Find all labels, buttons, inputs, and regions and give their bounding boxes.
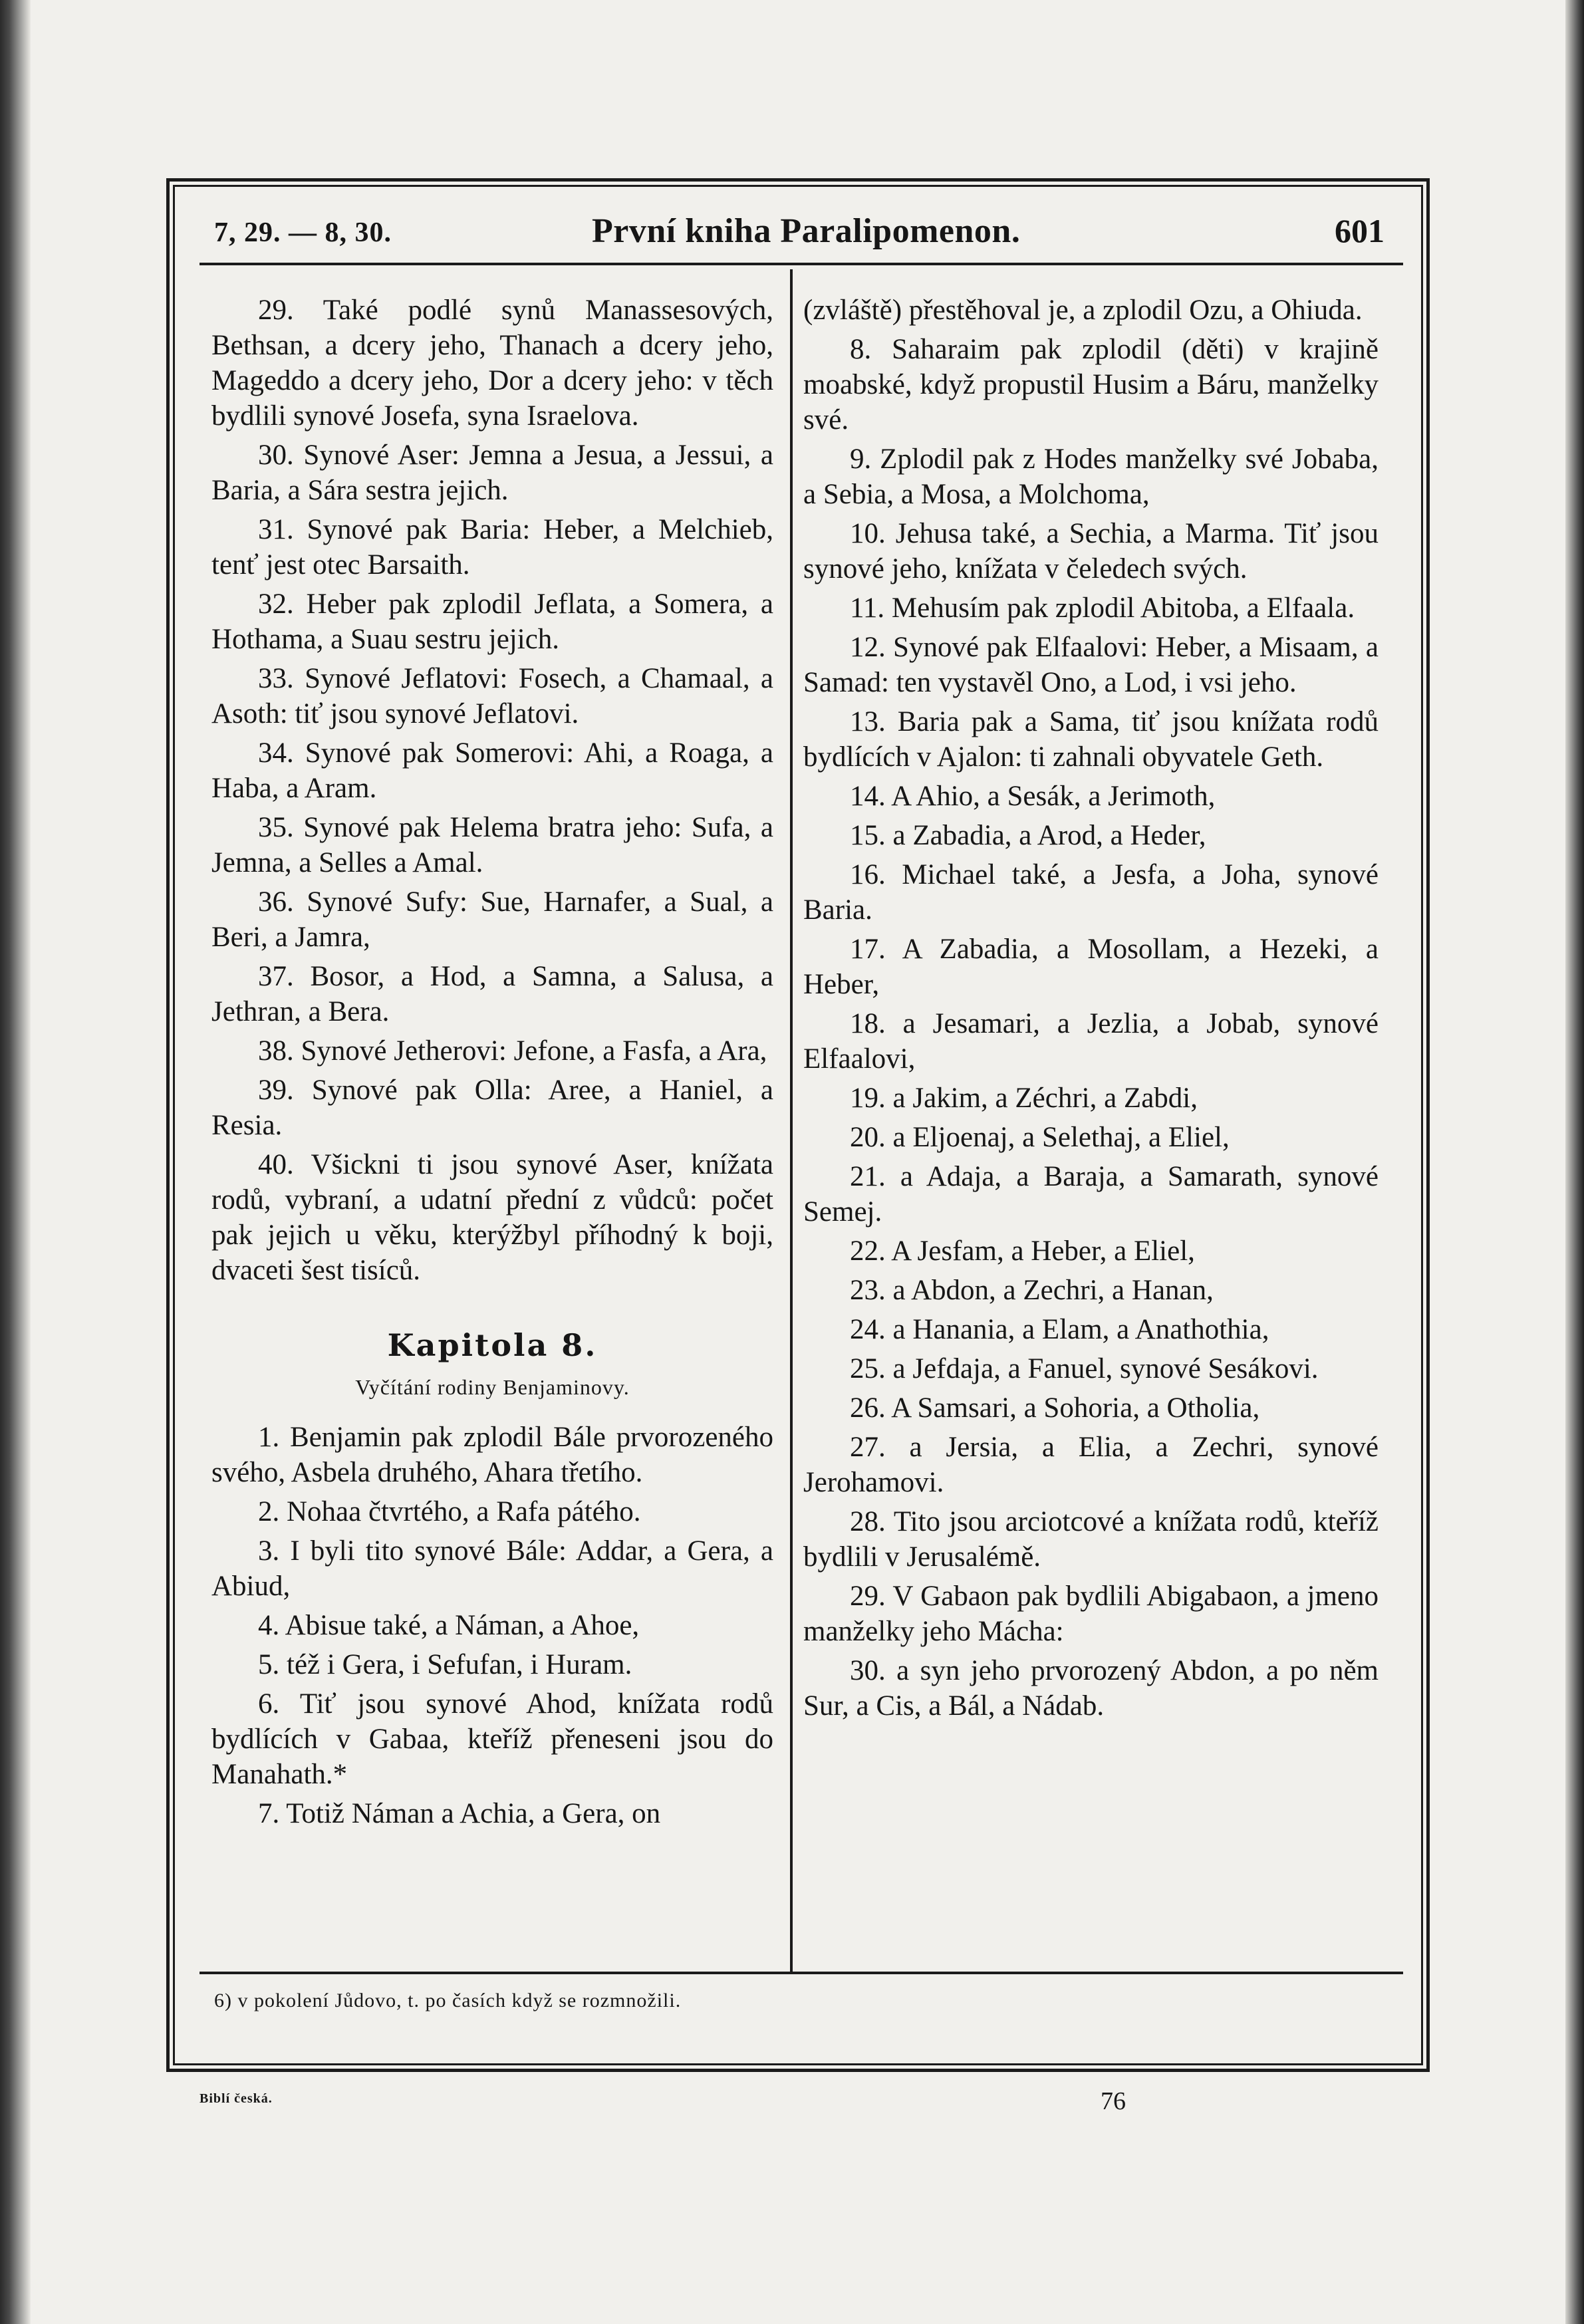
verse: 30. Synové Aser: Jemna a Jesua, a Jessui, a Baria, a Sára sestra jejich.: [211, 440, 773, 506]
scan-edge-left: [0, 0, 31, 2324]
signature-mark: Biblí česká.: [199, 2091, 273, 2106]
verse: 33. Synové Jeflatovi: Fosech, a Chamaal, a Asoth: tiť jsou synové Jeflatovi.: [211, 663, 773, 729]
running-header: [214, 211, 1411, 251]
verse: 22. A Jesfam, a Heber, a Eliel,: [850, 1235, 1195, 1267]
verse: 2. Nohaa čtvrtého, a Rafa pátého.: [258, 1496, 641, 1527]
verse: 29. V Gabaon pak bydlili Abigabaon, a jmeno manželky jeho Mácha:: [803, 1581, 1379, 1647]
verse: 11. Mehusím pak zplodil Abitoba, a Elfaala.: [850, 592, 1355, 624]
verse: 24. a Hanania, a Elam, a Anathothia,: [850, 1314, 1269, 1345]
verse: 21. a Adaja, a Baraja, a Samarath, synové Semej.: [803, 1161, 1379, 1227]
verse: 14. A Ahio, a Sesák, a Jerimoth,: [850, 781, 1216, 812]
verse: 15. a Zabadia, a Arod, a Heder,: [850, 820, 1206, 851]
verse: 35. Synové pak Helema bratra jeho: Sufa, a Jemna, a Selles a Amal.: [211, 812, 773, 878]
verse: 20. a Eljoenaj, a Selethaj, a Eliel,: [850, 1122, 1230, 1153]
verse: 19. a Jakim, a Zéchri, a Zabdi,: [850, 1083, 1198, 1114]
verse: 5. též i Gera, i Sefufan, i Huram.: [258, 1649, 632, 1680]
verse: 18. a Jesamari, a Jezlia, a Jobab, synové Elfaalovi,: [803, 1008, 1379, 1075]
scan-edge-right: [1565, 0, 1584, 2324]
column-divider: [790, 269, 793, 1972]
footnote: 6) v pokolení Jůdovo, t. po časích když se rozmnožili.: [214, 1990, 682, 2011]
verse: 27. a Jersia, a Elia, a Zechri, synové Jerohamovi.: [803, 1432, 1379, 1498]
header-rule: [199, 263, 1403, 265]
verse: 3. I byli tito synové Bále: Addar, a Gera, a Abiud,: [211, 1535, 773, 1602]
verse: 30. a syn jeho prvorozený Abdon, a po něm Sur, a Cis, a Bál, a Nádab.: [803, 1655, 1379, 1722]
verse: 31. Synové pak Baria: Heber, a Melchieb, tenť jest otec Barsaith.: [211, 514, 773, 581]
verse: 23. a Abdon, a Zechri, a Hanan,: [850, 1275, 1214, 1306]
verse: 28. Tito jsou arciotcové a knížata rodů, kteříž bydlili v Jerusalémě.: [803, 1506, 1379, 1573]
verse: 32. Heber pak zplodil Jeflata, a Somera, a Hothama, a Suau sestru jejich.: [211, 588, 773, 655]
verse: 26. A Samsari, a Sohoria, a Otholia,: [850, 1392, 1260, 1424]
verse: 9. Zplodil pak z Hodes manželky své Jobaba, a Sebia, a Mosa, a Molchoma,: [803, 444, 1379, 510]
header-book-title: První kniha Paralipomenon.: [592, 212, 1021, 250]
left-column: [211, 293, 773, 1835]
verse: 25. a Jefdaja, a Fanuel, synové Sesákovi.: [850, 1353, 1319, 1384]
verse: 29. Také podlé synů Manassesových, Bethsan, a dcery jeho, Thanach a dcery jeho, Mageddo a dcery jeho, Dor a dcery jeho: v těch bydlili synové Josefa, syna Israelova.: [211, 295, 773, 432]
verse: 7. Totiž Náman a Achia, a Gera, on: [258, 1798, 661, 1829]
verse: 40. Všickni ti jsou synové Aser, knížata rodů, vybraní, a udatní přední z vůdců: počet pak jejich u věku, kterýžbyl příhodný k boji, dvaceti šest tisíců.: [211, 1149, 773, 1286]
verse: 37. Bosor, a Hod, a Samna, a Salusa, a Jethran, a Bera.: [211, 961, 773, 1027]
verse: 8. Saharaim pak zplodil (děti) v krajině moabské, když propustil Husim a Báru, manželky své.: [803, 334, 1379, 436]
signature-number: 76: [1101, 2087, 1126, 2115]
header-page-number: 601: [1335, 212, 1385, 249]
verse: 17. A Zabadia, a Mosollam, a Hezeki, a Heber,: [803, 934, 1379, 1000]
verse: 34. Synové pak Somerovi: Ahi, a Roaga, a Haba, a Aram.: [211, 737, 773, 804]
verse: 6. Tiť jsou synové Ahod, knížata rodů bydlících v Gabaa, kteříž přeneseni jsou do Manahath.*: [211, 1688, 773, 1790]
verse: 12. Synové pak Elfaalovi: Heber, a Misaam, a Samad: ten vystavěl Ono, a Lod, i vsi jeho.: [803, 632, 1379, 698]
chapter-heading: Kapitola 8.: [387, 1327, 598, 1363]
verse: 38. Synové Jetherovi: Jefone, a Fasfa, a Ara,: [258, 1035, 767, 1067]
verse: 1. Benjamin pak zplodil Bále prvorozeného svého, Asbela druhého, Ahara třetího.: [211, 1422, 773, 1488]
verse: 10. Jehusa také, a Sechia, a Marma. Tiť jsou synové jeho, knížata v čeledech svých.: [803, 518, 1379, 584]
verse: 16. Michael také, a Jesfa, a Joha, synové Baria.: [803, 859, 1379, 926]
verse: 4. Abisue také, a Náman, a Ahoe,: [258, 1610, 640, 1641]
footnote-rule: [199, 1972, 1403, 1974]
verse: 13. Baria pak a Sama, tiť jsou knížata rodů bydlících v Ajalon: ti zahnali obyvatele Geth.: [803, 706, 1379, 773]
chapter-subtitle: Vyčítání rodiny Benjaminovy.: [355, 1375, 630, 1399]
right-column: [803, 293, 1379, 1728]
verse: (zvláště) přestěhoval je, a zplodil Ozu, a Ohiuda.: [803, 295, 1363, 326]
verse: 36. Synové Sufy: Sue, Harnafer, a Sual, a Beri, a Jamra,: [211, 886, 773, 953]
header-verse-range: 7, 29. — 8, 30.: [214, 217, 392, 248]
verse: 39. Synové pak Olla: Aree, a Haniel, a Resia.: [211, 1075, 773, 1141]
